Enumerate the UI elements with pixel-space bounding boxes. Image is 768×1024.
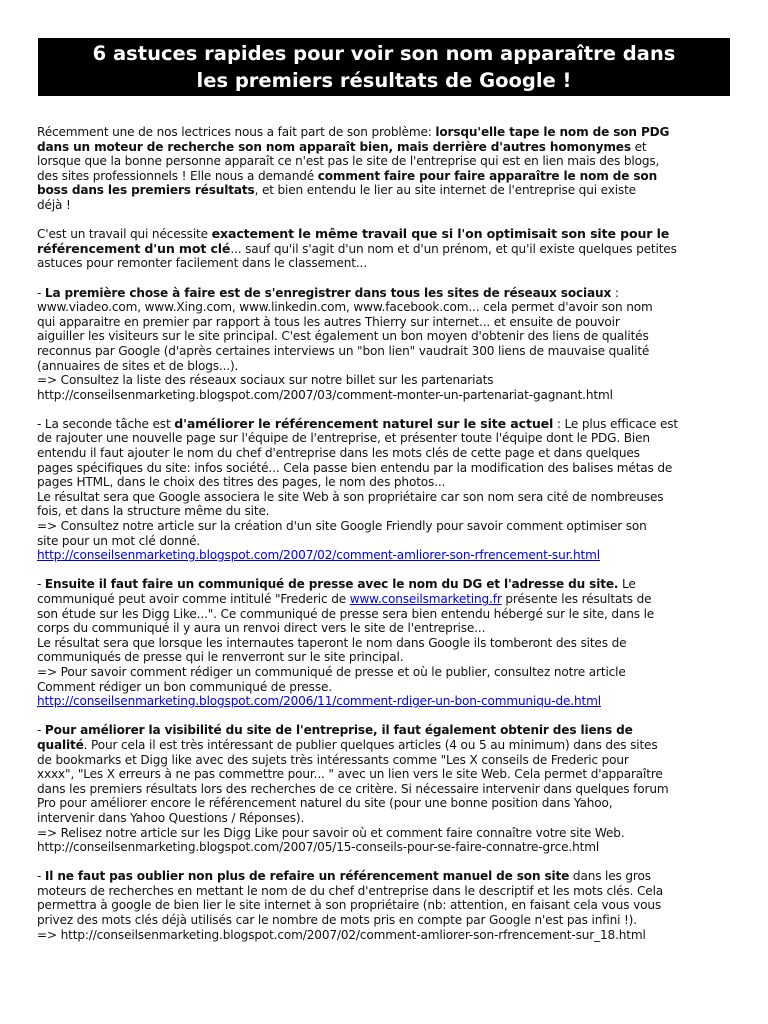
bold-text: exactement le même travail que si l'on optimisait son site pour le: [211, 226, 670, 242]
tip-quality-links: [37, 723, 737, 854]
text-line: permettra à google de bien lier le site internet à son propriétaire (nb: attention, en faisant cela vous vous: [37, 898, 661, 913]
bold-text: La première chose à faire est de s'enregistrer dans tous les sites de réseaux sociaux: [44, 285, 612, 300]
bold-text: comment faire pour faire apparaître le nom de son: [317, 168, 658, 183]
text: communiqué peut avoir comme intitulé "Frederic de: [37, 592, 350, 606]
text-line: communiqués de presse qui le renverront sur le site principal.: [37, 650, 404, 665]
text-line: xxxx", "Les X erreurs à ne pas commettre pour... " avec un lien vers le site Web. Cela permet d'apparaître: [37, 767, 663, 782]
text-line: => Relisez notre article sur les Digg Like pour savoir où et comment faire connaître votre site Web.: [37, 825, 625, 840]
bold-text: référencement d'un mot clé: [37, 240, 231, 256]
text: et: [630, 139, 647, 154]
bold-text: boss dans les premiers résultats: [37, 183, 255, 198]
text: Récemment une de nos lectrices nous a fait part de son problème:: [37, 125, 436, 139]
url-text: => http://conseilsenmarketing.blogspot.com/2007/02/comment-amliorer-son-rfrencement-sur_18.html: [37, 927, 646, 942]
text-line: de bookmarks et Digg like avec des sujets très intéressants comme "Les X conseils de Frederic pour: [37, 752, 629, 767]
text-line: lorsque que la bonne personne apparaît ce n'est pas le site de l'entreprise qui est en lien mais des blogs,: [37, 154, 660, 169]
bold-text: qualité: [37, 737, 84, 752]
text-line: privez des mots clés déjà utilisés car le nombre de mots pris en compte par Google n'est pas infini !).: [37, 913, 637, 928]
text-line: qui apparaitre en premier par rapport à tous les autres Thierry sur internet... et ensuite de pouvoir: [37, 314, 620, 329]
bold-text: Pour améliorer la visibilité du site de l'entreprise, il faut également obtenir des liens de: [44, 723, 633, 738]
text-line: Comment rédiger un bon communiqué de presse.: [37, 679, 332, 694]
bold-text: dans un moteur de recherche son nom apparaît bien, mais derrière d'autres homonymes: [37, 139, 631, 154]
text: :: [611, 285, 619, 300]
text-line: de rajouter une nouvelle page sur l'équipe de l'entreprise, et présenter toute l'équipe dont le PDG. Bien: [37, 431, 650, 446]
bold-text: d'améliorer le référencement naturel sur le site actuel: [174, 415, 554, 431]
text-line: son étude sur les Digg Like...". Ce communiqué de presse sera bien entendu hébergé sur le site, dans le: [37, 606, 655, 621]
paragraph-work: [37, 227, 737, 271]
text-line: Le résultat sera que lorsque les internautes taperont le nom dans Google ils tomberont des sites de: [37, 635, 627, 650]
article-body: [37, 125, 737, 942]
title-line-2: les premiers résultats de Google !: [196, 69, 572, 92]
text: -: [37, 577, 45, 592]
tip-manual-referencing: [37, 869, 737, 942]
text-line: (annuaires de sites et de blogs...).: [37, 358, 239, 373]
bold-text: Ensuite il faut faire un communiqué de presse avec le nom du DG et l'adresse du site.: [44, 577, 619, 592]
conseilsmarketing-link[interactable]: www.conseilsmarketing.fr: [349, 592, 502, 606]
text-line: aiguiller les visiteurs sur le site principal. C'est également un bon moyen d'obtenir des liens de qualités: [37, 329, 649, 344]
text: des sites professionnels ! Elle nous a demandé: [37, 168, 318, 183]
text-line: entendu il faut ajouter le nom du chef d'entreprise dans les mots clés de cette page et dans quelques: [37, 446, 640, 461]
text-line: astuces pour remonter facilement dans le classement...: [37, 256, 367, 271]
text-line: pages spécifiques du site: infos société... Cela passe bien entendu par la modification des balises métas de: [37, 460, 673, 475]
text-line: dans les premiers résultats lors des recherches de ce critère. Si nécessaire intervenir dans quelques forum: [37, 781, 669, 796]
text: . Pour cela il est très intéressant de publier quelques articles (4 ou 5 au minimum) dans des sites: [83, 737, 658, 752]
press-release-link[interactable]: http://conseilsenmarketing.blogspot.com/2006/11/comment-rdiger-un-bon-communiqu-de.html: [37, 694, 601, 709]
text-line: déjà !: [37, 197, 71, 212]
bold-text: Il ne faut pas oublier non plus de refaire un référencement manuel de son site: [44, 869, 570, 884]
text: ... sauf qu'il s'agit d'un nom et d'un prénom, et qu'il existe quelques petites: [230, 241, 677, 256]
text-line: => Pour savoir comment rédiger un communiqué de presse et où le publier, consultez notre article: [37, 664, 626, 679]
article-title: [38, 38, 730, 96]
text: - La seconde tâche est: [37, 416, 175, 431]
text-line: Le résultat sera que Google associera le site Web à son propriétaire car son nom sera cité de nombreuses: [37, 489, 664, 504]
text: -: [37, 285, 45, 300]
google-friendly-link[interactable]: http://conseilsenmarketing.blogspot.com/2007/02/comment-amliorer-son-rfrencement-sur.html: [37, 548, 600, 563]
text-line: pages HTML, dans le choix des titres des pages, le nom des photos...: [37, 475, 446, 490]
text-line: site pour un mot clé donné.: [37, 533, 201, 548]
text-line: => Consultez notre article sur la création d'un site Google Friendly pour savoir comment optimiser son: [37, 519, 647, 534]
text: présente les résultats de: [501, 592, 652, 606]
text: dans les gros: [569, 869, 651, 884]
text: -: [37, 723, 45, 738]
text: Le: [618, 577, 636, 592]
text-line: fois, et dans la structure même du site.: [37, 504, 270, 519]
tip-site-seo: [37, 417, 737, 563]
intro-paragraph: [37, 125, 737, 213]
bold-text: lorsqu'elle tape le nom de son PDG: [435, 125, 670, 139]
tip-press-release: [37, 577, 737, 708]
text: , et bien entendu le lier au site internet de l'entreprise qui existe: [254, 183, 636, 198]
text-line: www.viadeo.com, www.Xing.com, www.linkedin.com, www.facebook.com... cela permet d'avoir son nom: [37, 300, 653, 315]
text-line: corps du communiqué il y aura un renvoi direct vers le site de l'entreprise...: [37, 621, 486, 636]
text: : Le plus efficace est: [553, 416, 678, 431]
url-text: http://conseilsenmarketing.blogspot.com/2007/05/15-conseils-pour-se-faire-connatre-grce.html: [37, 840, 600, 855]
text-line: moteurs de recherches en mettant le nom de du chef d'entreprise dans le descriptif et les mots clés. Cela: [37, 883, 664, 898]
text: -: [37, 869, 45, 884]
text: C'est un travail qui nécessite: [37, 227, 212, 242]
title-line-1: 6 astuces rapides pour voir son nom apparaître dans: [92, 42, 676, 65]
tip-social-networks: [37, 286, 737, 403]
text-line: => Consultez la liste des réseaux sociaux sur notre billet sur les partenariats: [37, 373, 494, 388]
text-line: Pro pour améliorer encore le référencement naturel du site (pour une bonne position dans Yahoo,: [37, 796, 613, 811]
text-line: reconnus par Google (d'après certaines interviews un "bon lien" vaudrait 300 liens de mauvaise qualité: [37, 343, 650, 358]
url-text: http://conseilsenmarketing.blogspot.com/2007/03/comment-monter-un-partenariat-gagnant.html: [37, 387, 613, 402]
text-line: intervenir dans Yahoo Questions / Réponses).: [37, 810, 305, 825]
